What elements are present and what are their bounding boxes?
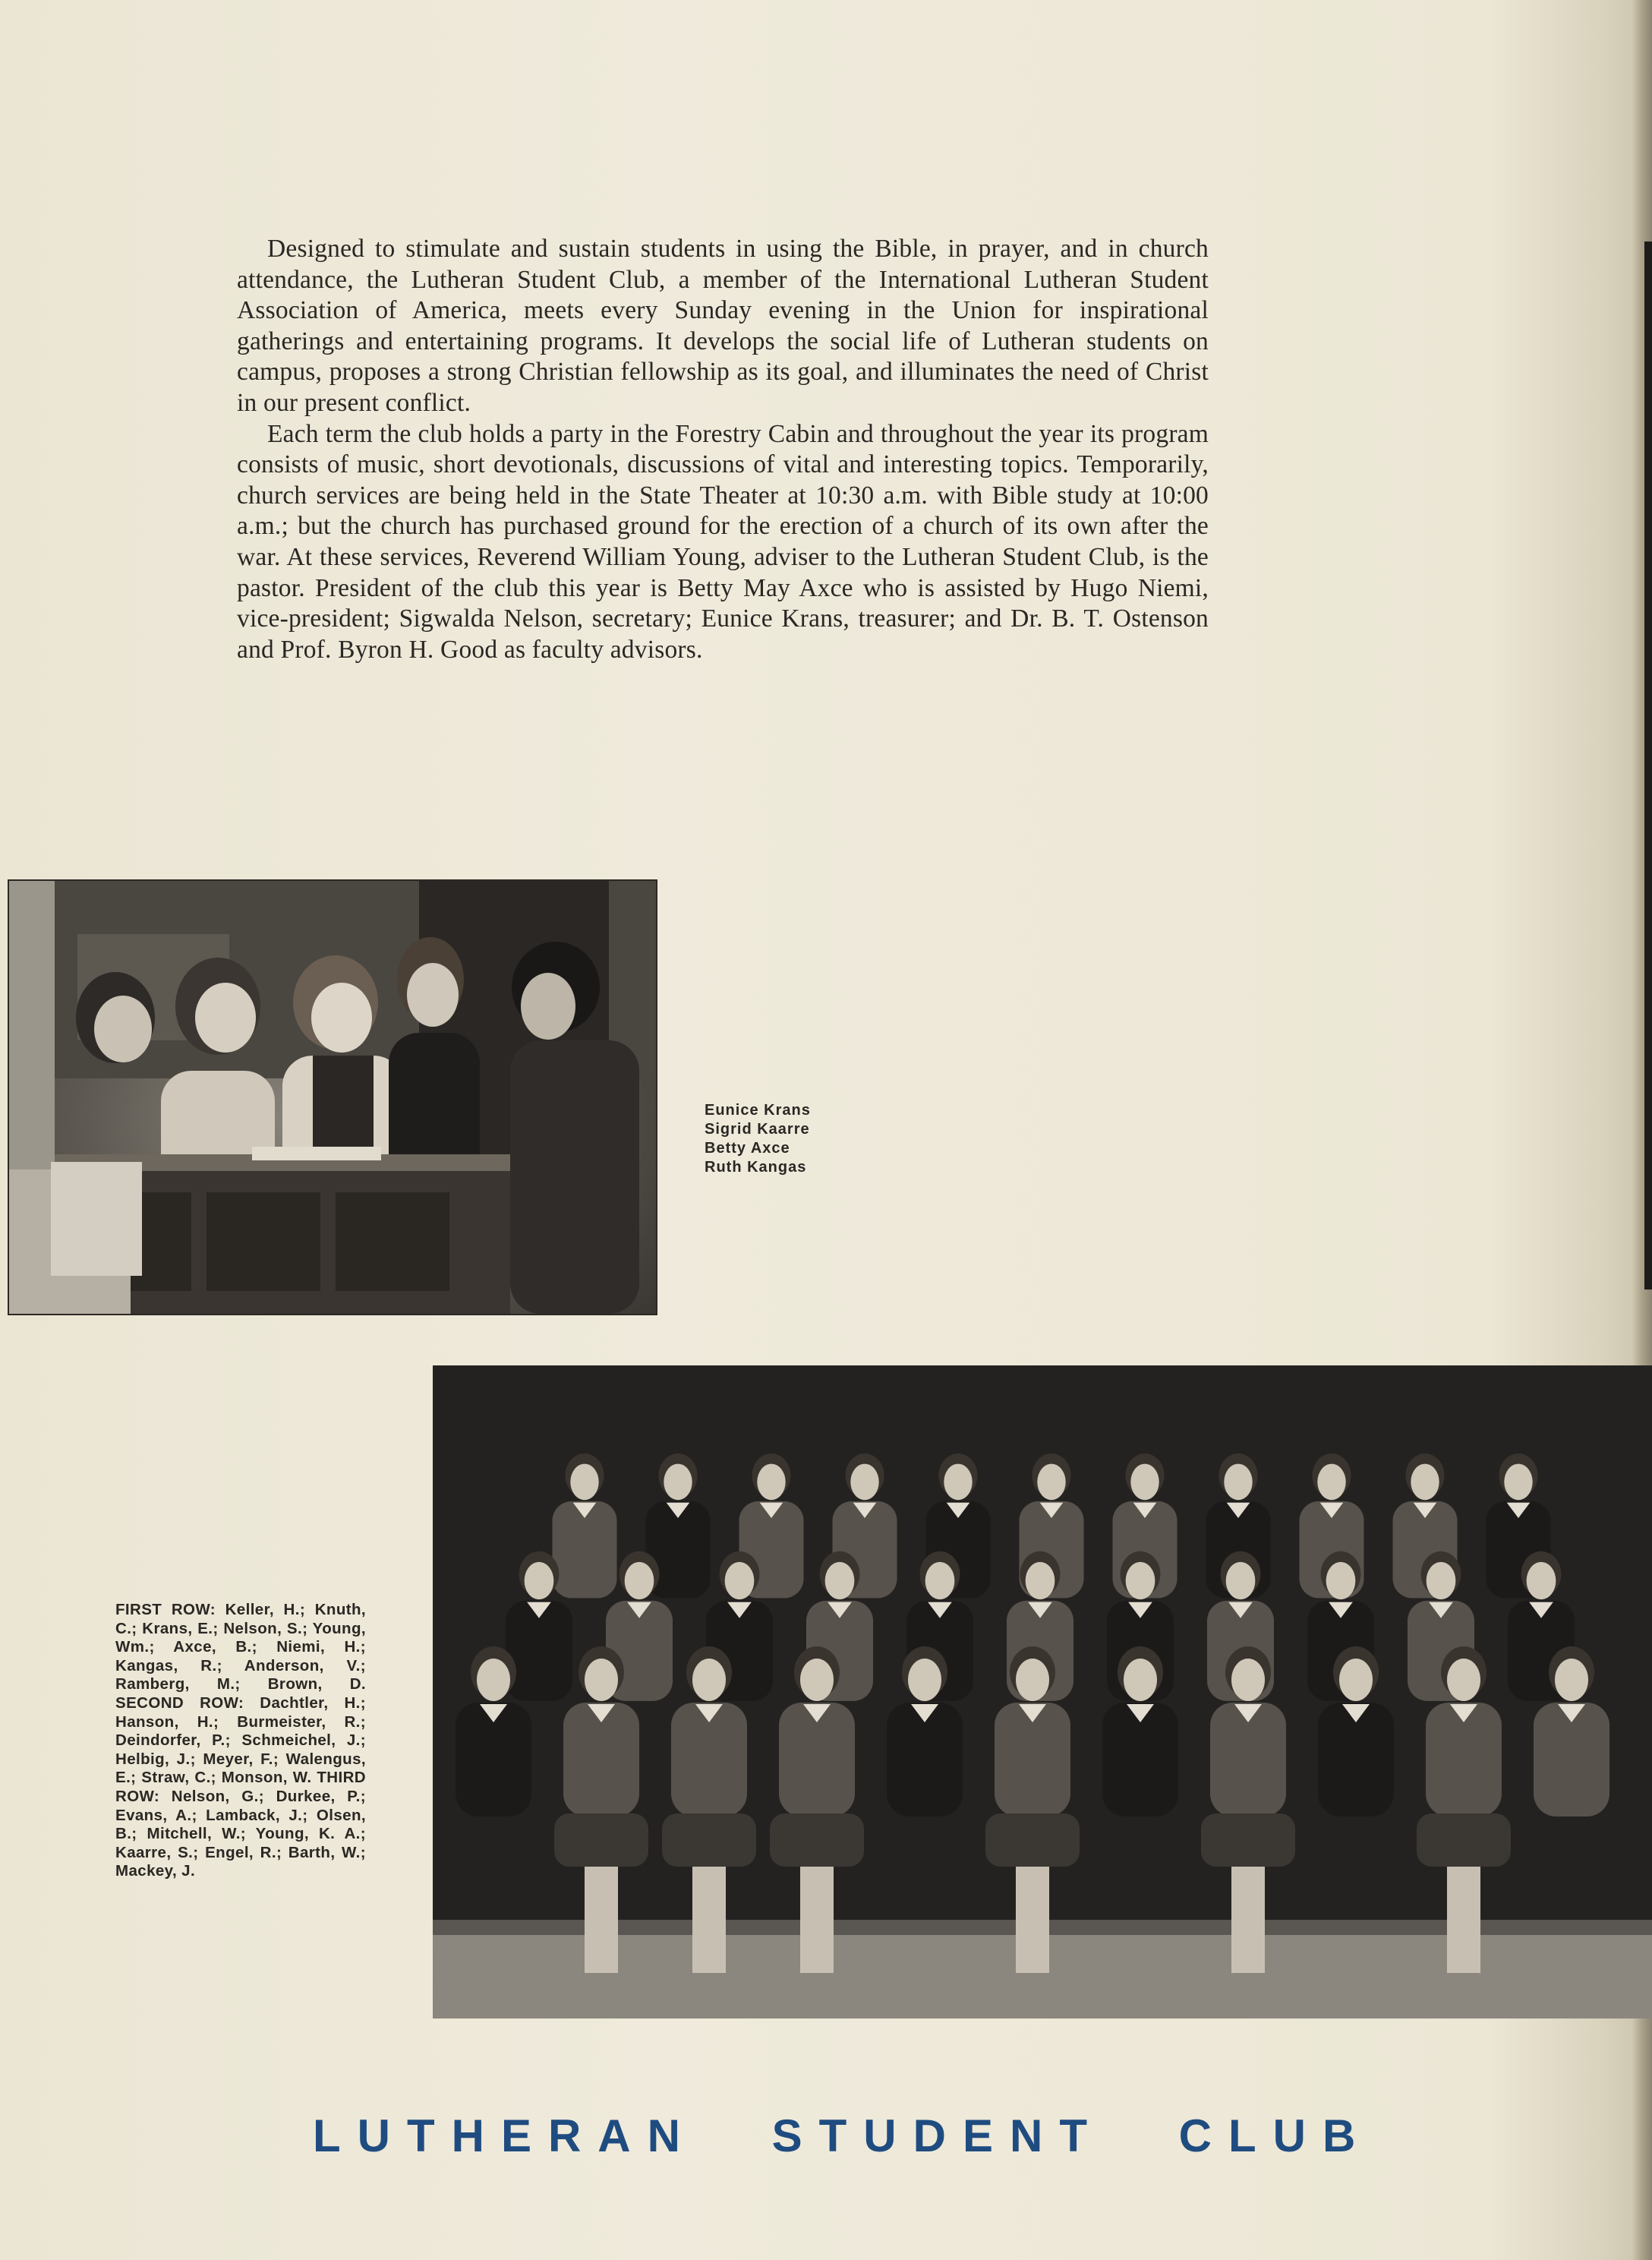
club-description (237, 234, 1209, 665)
page-binding-shadow (1644, 241, 1652, 1289)
caption-name: Ruth Kangas (705, 1159, 807, 1176)
group-photo-of-club-members-icon (433, 1365, 1652, 2019)
caption-name: Betty Axce (705, 1140, 790, 1157)
page-title: LUTHERAN STUDENT CLUB (313, 2110, 1373, 2161)
group-photo (433, 1365, 1652, 2019)
counter-photo-caption (705, 1101, 811, 1177)
counter-photo (8, 879, 657, 1315)
caption-name: Eunice Krans (705, 1102, 811, 1119)
group-photo-caption: FIRST ROW: Keller, H.; Knuth, C.; Krans, E.; Nelson, S.; Young, Wm.; Axce, B.; Niemi, H.; Kangas, R.; Anderson, V.; Ramberg, M.; Brown, D. SECOND ROW: Dachtler, H.; Hanson, H.; Burmeister, R.; Deindorfer, P.; Schmeichel, J.; Helbig, J.; Meyer, F.; Walengus, E.; Straw, C.; Monson, W. THIRD ROW: Nelson, G.; Durkee, P.; Evans, A.; Lamback, J.; Olsen, B.; Mitchell, W.; Young, K. A.; Kaarre, S.; Engel, R.; Barth, W.; Mackey, J. (115, 1601, 366, 1880)
paragraph-2: Each term the club holds a party in the Forestry Cabin and throughout the year its program consists of music, short devotionals, discussions of vital and interesting topics. Temporarily, church services are being held in the State Theater at 10:30 a.m. with Bible study at 10:00 a.m.; but the church has purchased ground for the erection of a church of its own after the war. At these services, Reverend William Young, adviser to the Lutheran Student Club, is the pastor. President of the club this year is Betty May Axce who is assisted by Hugo Niemi, vice-president; Sigwalda Nelson, secretary; Eunice Krans, treasurer; and Dr. B. T. Ostenson and Prof. Byron H. Good as faculty advisors. (237, 419, 1209, 664)
caption-name: Sigrid Kaarre (705, 1121, 810, 1138)
photo-of-women-at-counter-icon (9, 881, 656, 1314)
paragraph-1: Designed to stimulate and sustain students in using the Bible, in prayer, and in church attendance, the Lutheran Student Club, a member of the International Lutheran Student Association of America, meets every Sunday evening in the Union for inspirational gatherings and entertaining programs. It develops the social life of Lutheran students on campus, proposes a strong Christian fellowship as its goal, and illuminates the need of Christ in our present conflict. (237, 235, 1209, 417)
